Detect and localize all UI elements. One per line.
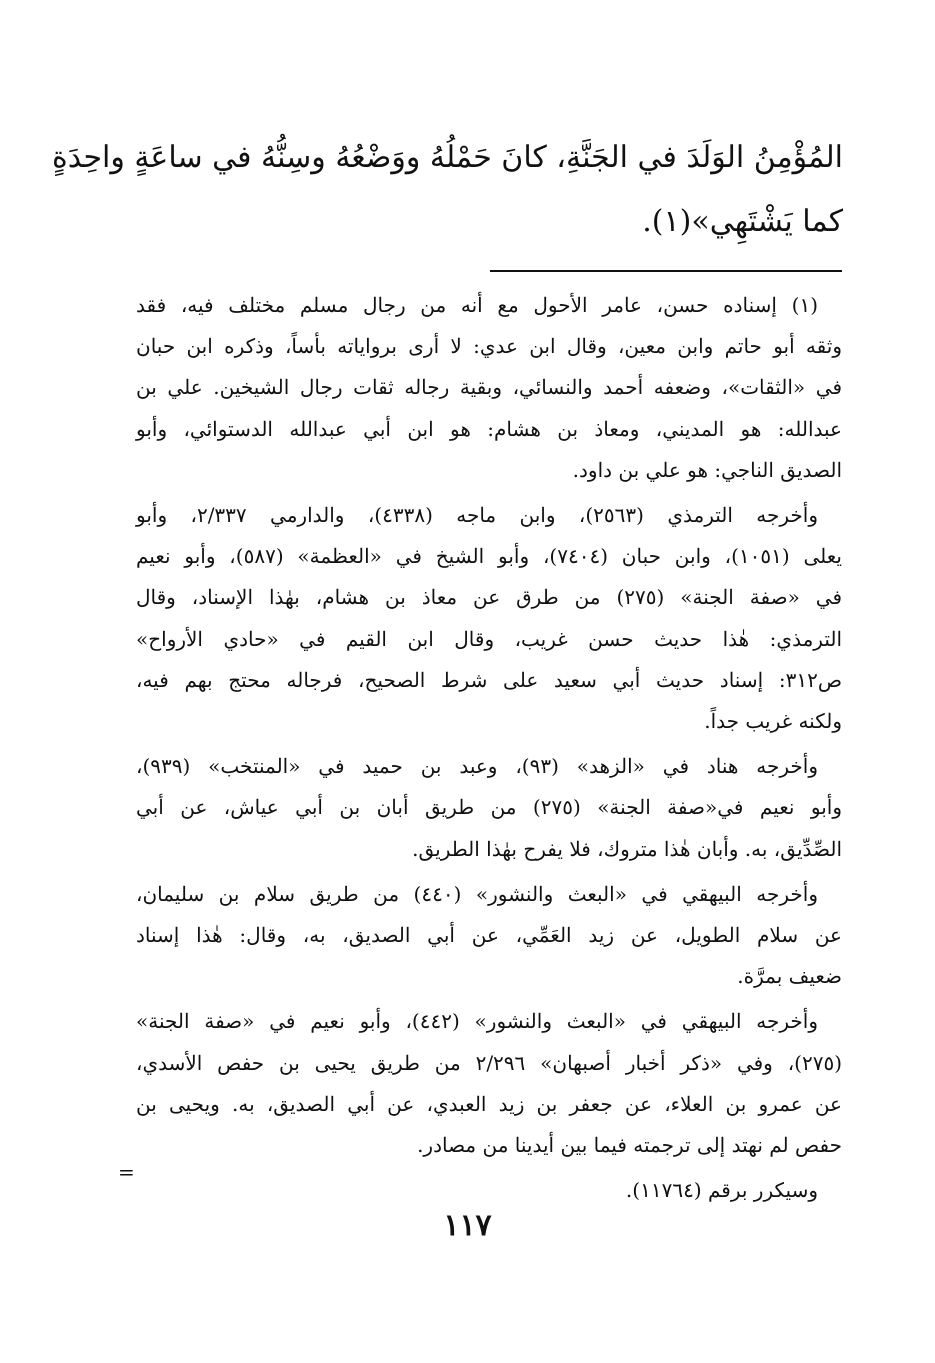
footnote-line: عن سلام الطويل، عن زيد العَمِّي، عن أبي الصديق، به، وقال: هٰذا إسناد bbox=[136, 923, 842, 948]
continuation-mark: = bbox=[118, 1160, 135, 1184]
footnote-line: في «الثقات»، وضعفه أحمد والنسائي، وبقية رجاله ثقات رجال الشيخين. علي بن bbox=[136, 375, 842, 400]
footnote-paragraph bbox=[136, 1001, 842, 1166]
footnotes bbox=[136, 285, 842, 1215]
footnote-line: الصِّدِّيق، به. وأبان هٰذا متروك، فلا يفرح بهٰذا الطريق. bbox=[412, 836, 842, 861]
footnote-line: الصديق الناجي: هو علي بن داود. bbox=[572, 457, 842, 482]
footnote-separator bbox=[490, 270, 842, 272]
footnote-paragraph bbox=[136, 285, 842, 491]
footnote-line: يعلى (١٠٥١)، وابن حبان (٧٤٠٤)، وأبو الشيخ في «العظمة» (٥٨٧)، وأبو نعيم bbox=[136, 544, 843, 569]
footnote-line: ص٣١٢: إسناد حديث أبي سعيد على شرط الصحيح، فرجاله محتج بهم فيه، bbox=[136, 667, 842, 692]
footnote-line: حفص لم نهتد إلى ترجمته فيما بين أيدينا من مصادر. bbox=[417, 1133, 842, 1158]
main-text-line: كما يَشْتَهِي»(١). bbox=[642, 204, 843, 239]
footnote-line: وأخرجه البيهقي في «البعث والنشور» (٤٤٢)، وأبو نعيم في «صفة الجنة» bbox=[136, 1009, 818, 1034]
main-text bbox=[51, 126, 843, 254]
footnote-line: وأخرجه البيهقي في «البعث والنشور» (٤٤٠) من طريق سلام بن سليمان، bbox=[136, 881, 818, 906]
footnote-line: ضعيف بمرَّة. bbox=[737, 964, 842, 989]
footnote-line: عبدالله: هو المديني، ومعاذ بن هشام: هو ابن أبي عبدالله الدستوائي، وأبو bbox=[136, 416, 842, 441]
footnote-paragraph bbox=[136, 495, 842, 742]
footnote-line: ولكنه غريب جداً. bbox=[704, 709, 842, 734]
page-number: ١١٧ bbox=[443, 1208, 492, 1243]
footnote-line: وسيكرر برقم (١١٧٦٤). bbox=[625, 1178, 818, 1203]
footnote-line: (٢٧٥)، وفي «ذكر أخبار أصبهان» ٢/٢٩٦ من طريق يحيى بن حفص الأسدي، bbox=[136, 1050, 842, 1075]
footnote-line: (١) إسناده حسن، عامر الأحول مع أنه من رجال مسلم مختلف فيه، فقد bbox=[136, 293, 818, 317]
footnote-line: وأبو نعيم في«صفة الجنة» (٢٧٥) من طريق أبان بن أبي عياش، عن أبي bbox=[136, 795, 842, 820]
footnote-paragraph bbox=[136, 1170, 842, 1211]
footnote-line: الترمذي: هٰذا حديث حسن غريب، وقال ابن القيم في «حادي الأرواح» bbox=[136, 626, 842, 651]
footnote-line: وأخرجه الترمذي (٢٥٦٣)، وابن ماجه (٤٣٣٨)، والدارمي ٢/٣٣٧، وأبو bbox=[136, 503, 818, 528]
footnote-line: عن عمرو بن العلاء، عن جعفر بن زيد العبدي، عن أبي الصديق، به. ويحيى بن bbox=[136, 1091, 842, 1116]
footnote-paragraph bbox=[136, 874, 842, 998]
footnote-line: وأخرجه هناد في «الزهد» (٩٣)، وعبد بن حميد في «المنتخب» (٩٣٩)، bbox=[136, 754, 818, 779]
footnote-paragraph bbox=[136, 746, 842, 870]
footnote-line: في «صفة الجنة» (٢٧٥) من طرق عن معاذ بن هشام، بهٰذا الإسناد، وقال bbox=[136, 585, 843, 610]
main-text-line: المُؤْمِنُ الوَلَدَ في الجَنَّةِ، كانَ حَمْلُهُ ووَضْعُهُ وسِنُّهُ في ساعَةٍ واحِدَةٍ bbox=[51, 140, 843, 175]
footnote-line: وثقه أبو حاتم وابن معين، وقال ابن عدي: لا أرى برواياته بأساً، وذكره ابن حبان bbox=[136, 334, 842, 359]
